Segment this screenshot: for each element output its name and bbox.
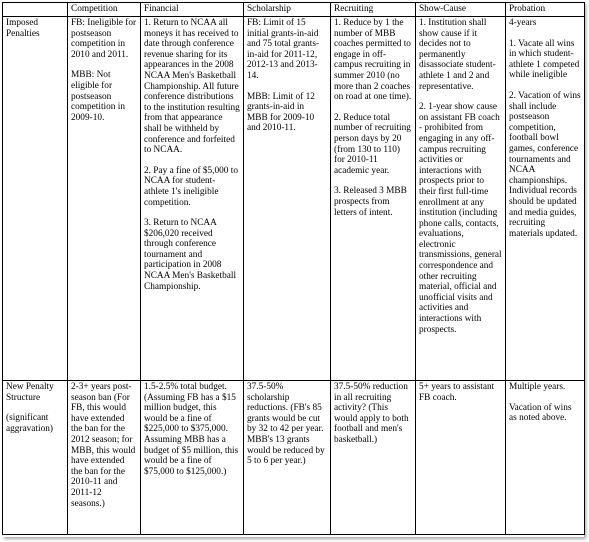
document-frame bbox=[2, 2, 584, 537]
header-blank bbox=[3, 3, 68, 17]
imposed-financial-cell bbox=[141, 17, 244, 381]
new-probation-1: Multiple years. bbox=[509, 382, 566, 392]
imposed-probation-2: 2. Vacation of wins shall include postseason competition, football bowl games, conference tournaments and NCAA championships. Individual records should be updated and media guides, recruiting materials updated. bbox=[509, 90, 581, 239]
imposed-financial-1: 1. Return to NCAA all moneys it has received to date through conference revenue sharing for its appearances in the 2008 NCAA Men's Basketball Championship. All future conference distributions to the institution resulting from that appearance shall be withheld by conference and forfeited to NCAA. bbox=[144, 18, 240, 156]
header-show-cause: Show-Cause bbox=[416, 3, 506, 17]
new-show-cause-cell bbox=[416, 381, 506, 535]
new-financial-cell bbox=[141, 381, 244, 535]
imposed-recruiting-3: 3. Released 3 MBB prospects from letters of intent. bbox=[334, 186, 407, 218]
new-penalty-row bbox=[3, 381, 585, 535]
new-scholarship-text: 37.5-50% scholarship reductions. (FB's 85 grants would be cut by 32 to 42 per year. MBB's 13 grants would be reduced by 5 to 6 per year.) bbox=[247, 382, 325, 467]
imposed-scholarship-cell bbox=[244, 17, 331, 381]
imposed-competition-cell bbox=[68, 17, 141, 381]
new-financial-text: 1.5-2.5% total budget. (Assuming FB has a $15 million budget, this would be a fine of $225,000 to $375,000. Assuming MBB has a budget of $5 million, this would be a fine of $75,000 to $125,000.) bbox=[144, 382, 239, 477]
imposed-competition-fb: FB: Ineligible for postseason competition in 2010 and 2011. bbox=[71, 18, 137, 60]
imposed-probation-cell bbox=[506, 17, 585, 381]
header-row bbox=[3, 3, 585, 17]
new-recruiting-cell bbox=[331, 381, 416, 535]
new-probation-cell bbox=[506, 381, 585, 535]
imposed-recruiting-cell bbox=[331, 17, 416, 381]
imposed-probation-duration: 4-years bbox=[509, 18, 537, 28]
new-probation-2: Vacation of wins as noted above. bbox=[509, 402, 572, 424]
imposed-recruiting-1: 1. Reduce by 1 the number of MBB coaches permitted to engage in off-campus recruiting in summer 2010 (no more than 2 coaches on road at one time). bbox=[334, 18, 412, 103]
imposed-recruiting-2: 2. Reduce total number of recruiting person days by 20 (from 130 to 110) for 2010-11 academic year. bbox=[334, 112, 411, 176]
new-penalty-label bbox=[3, 381, 68, 535]
imposed-financial-3: 3. Return to NCAA $206,020 received through conference tournament and participation in 2008 NCAA Men's Basketball Championship. bbox=[144, 218, 237, 292]
header-competition: Competition bbox=[68, 3, 141, 17]
imposed-label bbox=[3, 17, 68, 381]
new-penalty-label-text: New Penalty Structure bbox=[6, 382, 54, 403]
imposed-show-cause-1: 1. Institution shall show cause if it decides not to permanently disassociate student-athlete 1 and 2 and representative. bbox=[419, 18, 496, 92]
imposed-show-cause-cell bbox=[416, 17, 506, 381]
new-show-cause-text: 5+ years to assistant FB coach. bbox=[419, 382, 495, 403]
imposed-financial-2: 2. Pay a fine of $5,000 to NCAA for student-athlete 1's ineligible competition. bbox=[144, 165, 238, 208]
new-penalty-sublabel: (significant aggravation) bbox=[6, 413, 53, 434]
new-recruiting-text: 37.5-50% reduction in all recruiting activity? (This would apply to both football and men's basketball.) bbox=[334, 382, 409, 445]
imposed-show-cause-2-detail: - prohibited from engaging in any off-campus recruiting activities or interactions with prospects prior to their first full-time enrollment at any institution (including phone calls, contacts, evaluations, electronic transmissions, general correspondence and other recruiting material, official and unofficial visits and activities and interactions with prospects. bbox=[419, 123, 502, 335]
imposed-scholarship-fb: FB: Limit of 15 initial grants-in-aid and 75 total grants-in-aid for 2011-12, 2012-13 and 2013-14. bbox=[247, 18, 320, 81]
header-recruiting: Recruiting bbox=[331, 3, 416, 17]
new-scholarship-cell bbox=[244, 381, 331, 535]
imposed-probation-1: 1. Vacate all wins in which student-athlete 1 competed while ineligible bbox=[509, 38, 580, 81]
header-probation: Probation bbox=[506, 3, 585, 17]
penalty-table bbox=[2, 2, 585, 535]
imposed-penalties-row bbox=[3, 17, 585, 381]
header-scholarship: Scholarship bbox=[244, 3, 331, 17]
imposed-show-cause-2: 2. 1-year show cause on assistant FB coach bbox=[419, 102, 500, 123]
new-competition-text: 2-3+ years post-season ban (For FB, this would have extended the ban for the 2012 season; for MBB, this would have extended the ban for the 2010-11 and 2011-12 seasons.) bbox=[71, 382, 136, 509]
imposed-scholarship-mbb: MBB: Limit of 12 grants-in-aid in MBB for 2009-10 and 2010-11. bbox=[247, 91, 315, 134]
header-financial: Financial bbox=[141, 3, 244, 17]
new-competition-cell bbox=[68, 381, 141, 535]
imposed-competition-mbb: MBB: Not eligible for postseason competition in 2009-10. bbox=[71, 70, 125, 123]
imposed-label-text: Imposed Penalties bbox=[6, 18, 40, 39]
